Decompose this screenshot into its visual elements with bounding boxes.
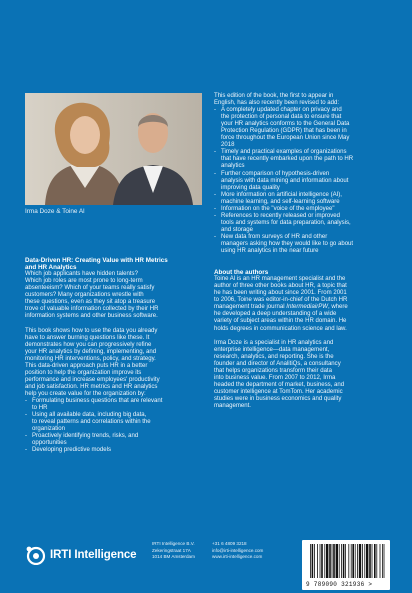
isbn-number: 9 789090 321936 >	[306, 581, 373, 588]
bio-line: research, analytics, and reporting. She is the	[214, 353, 334, 360]
intro-line: these questions, even as they sit atop a treasure	[25, 299, 156, 306]
body-line: and job satisfaction. HR metrics and HR analytics	[25, 383, 158, 390]
edition-intro-line: This edition of the book, the first to appear in	[214, 93, 334, 99]
bio-line: he developed a deep understanding of a wide	[214, 311, 337, 318]
publisher-address: IRTI Intelligence B.V. Zekeringstraat 17A 1014 BM Amsterdam	[152, 541, 195, 560]
list-item: - Using all available data, including big data, to reveal patterns and correlations within the organization	[25, 412, 209, 433]
body-line: This book shows how to use the data you already	[25, 327, 158, 334]
publisher-logo	[25, 545, 136, 565]
body-line: help you create value for the organization by:	[25, 390, 146, 397]
left-column	[25, 257, 209, 454]
body-line: your HR analytics by defining, implementing, and	[25, 348, 157, 355]
body-line: demonstrates how you can progressively refine	[25, 341, 152, 348]
logo-text: IRTI Intelligence	[50, 549, 137, 561]
intro-line: trove of valuable information collected by their HR	[25, 306, 159, 313]
about-authors-heading: About the authors	[214, 269, 269, 277]
bio-line: founder and director of AnalitiQs, a consultancy	[214, 360, 341, 367]
intro-line: customers? Many organizations wrestle with	[25, 292, 144, 299]
bio-line: headed the department of market, business, and	[214, 381, 345, 388]
list-item: - New data from surveys of HR and other managers asking how they would like to go about using HR analytics in the near future	[214, 234, 396, 255]
bio-line: Irma Doze is a specialist in HR analytics and	[214, 339, 334, 346]
list-item: - Further comparison of hypothesis-driven analysis with data mining and information about improving data quality	[214, 171, 396, 192]
isbn-barcode	[302, 540, 390, 590]
list-item: - A completely updated chapter on privacy and the protection of personal data to ensure that your HR analytics conforms to the General Data Protection Regulation (GDPR) that has been in force throughout the European Union since May 2018	[214, 107, 396, 149]
intro-line: Which job roles are most prone to long-term	[25, 278, 143, 285]
bio-line: studies were in business economics and quality	[214, 395, 342, 402]
list-item: - Proactively identifying trends, risks, and opportunities	[25, 433, 209, 447]
revision-list	[214, 107, 396, 255]
irti-logo-icon	[25, 545, 47, 565]
bio-line: author of three other books about HR, a topic that	[214, 283, 347, 290]
bio-line: management.	[214, 402, 251, 409]
bio-line: Toine Al is an HR management specialist and the	[214, 276, 346, 283]
body-line: position to help the organization improve its	[25, 369, 142, 376]
book-title-line-2: and HR Analytics	[25, 264, 77, 272]
intro-line: information systems and other business software.	[25, 313, 158, 320]
journal-name: IntermediairPW	[286, 304, 328, 311]
body-line: have to answer burning questions like these. It	[25, 334, 150, 341]
list-item: - Formulating business questions that are relevant to HR	[25, 398, 209, 412]
list-item: - References to recently released or improved tools and systems for data preparation, analysis, and storage	[214, 213, 396, 234]
bio-line: that helps organizations transform their data	[214, 367, 332, 374]
intro-line: Which job applicants have hidden talents?	[25, 271, 138, 278]
bio-line: customer intelligence at TomTom. Her academic	[214, 388, 343, 395]
body-line: performance and increase employees' productivity	[25, 376, 160, 383]
right-column	[214, 93, 396, 410]
benefit-list	[25, 398, 209, 454]
body-line: This data-driven approach puts HR in a better	[25, 362, 148, 369]
bio-line: management trade journal IntermediairPW, where	[214, 304, 348, 311]
bio-line: to 2006, Toine was editor-in-chief of the Dutch HR	[214, 297, 348, 304]
intro-line: absenteeism? Which of your teams really satisfy	[25, 285, 155, 292]
bio-line: variety of subject areas within the HR domain. He	[214, 318, 347, 325]
bio-line: enterprise intelligence—data management,	[214, 346, 330, 353]
edition-intro-line: English, has also recently been revised to add:	[214, 100, 340, 107]
list-item: - More information on artificial intelligence (AI), machine learning, and self-learning software	[214, 192, 396, 206]
publisher-contact: +31 6 4809 3218 info@irti-intelligence.com www.irti-intelligence.com	[212, 541, 264, 560]
list-item: - Information on the "voice of the employee"	[214, 206, 396, 213]
barcode-icon	[302, 540, 390, 582]
list-item: - Developing predictive models	[25, 447, 209, 454]
bio-line: he has been writing about since 2001. From 2001	[214, 290, 347, 297]
body-line: monitoring HR interventions, policy, and strategy.	[25, 355, 156, 362]
authors-photo	[25, 93, 202, 205]
book-title-line-1: Data-Driven HR: Creating Value with HR Metrics	[25, 257, 168, 264]
bio-line: holds degrees in communication science and law.	[214, 325, 347, 332]
list-item: - Timely and practical examples of organizations that have recently embarked upon the path to HR analytics	[214, 149, 396, 170]
bio-line: into business value. From 2007 to 2012, Irma	[214, 374, 336, 381]
photo-caption: Irma Doze & Toine Al	[25, 208, 85, 215]
